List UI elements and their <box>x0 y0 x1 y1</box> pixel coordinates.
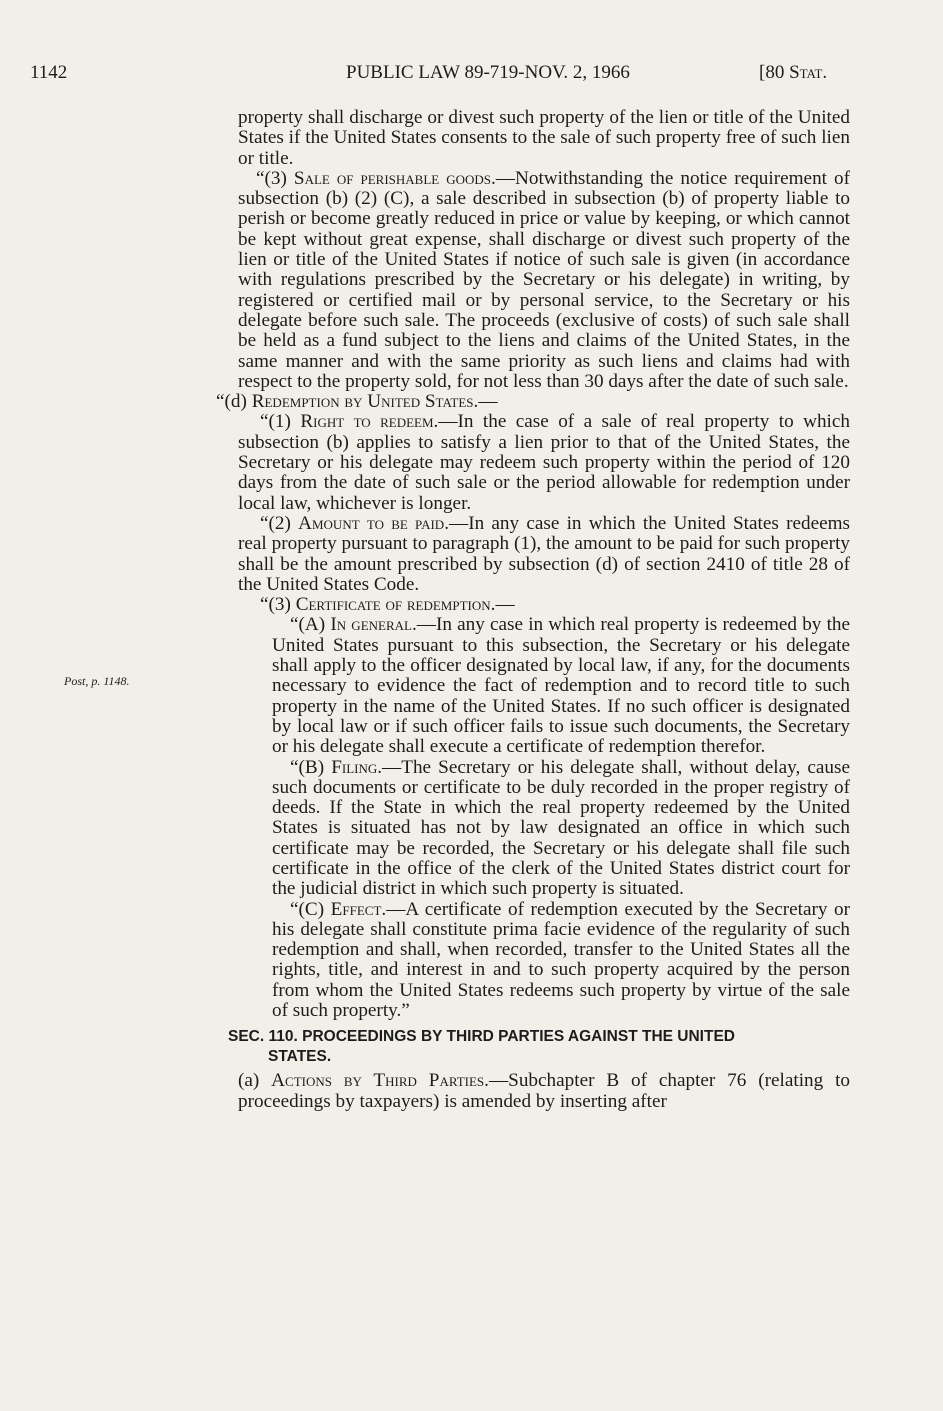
paragraph-number: “(A) <box>290 614 331 636</box>
section-heading-line1: SEC. 110. PROCEEDINGS BY THIRD PARTIES AGAINST THE UNITED <box>228 1028 735 1046</box>
paragraph-heading: Redemption by United States. <box>251 391 479 413</box>
paragraph-text: — <box>495 594 515 616</box>
volume-prefix: [80 <box>759 62 790 83</box>
paragraph-heading: Amount to be paid. <box>298 512 449 534</box>
paragraph-number: “(1) <box>260 411 301 433</box>
paragraph-text: —The Secretary or his delegate shall, without delay, cause such documents or certificate to be duly recorded in the proper registry of deeds. If the State in which the real property redeemed by the United States is situated has not by law designated an office in which such certificate may be recorded, the Secretary or his delegate shall file such certificate in the office of the clerk of the United States district court for the judicial district in which such property is situated. <box>272 756 850 900</box>
paragraph-d3 <box>238 595 850 615</box>
paragraph-continuation: property shall discharge or divest such property of the lien or title of the United States if the United States consents to the sale of such property free of such lien or title. <box>238 107 850 169</box>
paragraph-heading: Certificate of redemption. <box>295 594 496 616</box>
margin-note: Post, p. 1148. <box>64 674 130 688</box>
paragraph-d1 <box>238 412 850 513</box>
paragraph-text: —Subchapter B of chapter 76 (relating to proceedings by taxpayers) is amended by inserting after <box>238 1070 850 1112</box>
paragraph-number: “(3) <box>256 167 294 189</box>
paragraph-number: “(3) <box>260 594 296 616</box>
section-heading <box>228 1027 850 1067</box>
paragraph-c3 <box>238 169 850 392</box>
section-heading-line2: STATES. <box>268 1048 332 1066</box>
paragraph-number: (a) <box>238 1070 272 1092</box>
volume-suffix: Stat. <box>789 62 828 83</box>
paragraph-heading: Right to redeem. <box>300 411 439 433</box>
paragraph-number: “(B) <box>290 756 332 778</box>
subsection-a <box>238 1071 850 1112</box>
paragraph-text: —In any case in which real property is redeemed by the United States pursuant to this subsection, the Secretary or his delegate shall apply to the officer designated by local law, if any, for the documents necessary to evidence the fact of redemption and to record title to such property in the name of the United States. If no such officer is designated by local law or if such officer fails to issue such documents, the Secretary or his delegate shall execute a certificate of redemption therefor. <box>272 614 851 758</box>
paragraph-text: —Notwithstanding the notice requirement of subsection (b) (2) (C), a sale described in subsection (b) of property liable to perish or become greatly reduced in price or value by keeping, or which cannot be kept without great expense, shall discharge or divest such property of the lien or title of the United States if notice of such sale is given (in accordance with regulations prescribed by the Secretary or his delegate) in writing, by registered or certified mail or by personal service, to the Secretary or his delegate before such sale. The proceeds (exclusive of costs) of such sale shall be held as a fund subject to the liens and claims of the United States, in the same manner and with the same priority as such liens and claims had with respect to the property sold, for not less than 30 days after the date of such sale. <box>238 167 850 392</box>
paragraph-heading: Sale of perishable goods. <box>293 167 496 189</box>
running-title: PUBLIC LAW 89-719-NOV. 2, 1966 <box>346 62 630 83</box>
subsection-d <box>216 392 850 412</box>
paragraph-heading: Filing. <box>331 756 383 778</box>
paragraph-heading: In general. <box>330 614 417 636</box>
paragraph-heading: Actions by Third Parties. <box>271 1070 489 1092</box>
paragraph-number: “(d) <box>216 391 252 413</box>
paragraph-text: — <box>478 391 498 413</box>
page-header <box>0 62 943 88</box>
statute-body <box>216 107 851 1112</box>
subparagraph-c <box>272 900 850 1022</box>
subparagraph-b <box>272 758 850 900</box>
page-number: 1142 <box>30 62 68 83</box>
paragraph-d2 <box>238 514 850 595</box>
volume-reference <box>759 62 827 84</box>
paragraph-text: —In the case of a sale of real property to which subsection (b) applies to satisfy a lien prior to that of the United States, the Secretary or his delegate may redeem such property within the period of 120 days from the date of such sale or the period allowable for redemption under local law, whichever is longer. <box>238 411 850 514</box>
paragraph-number: “(2) <box>260 512 299 534</box>
paragraph-text: —A certificate of redemption executed by the Secretary or his delegate shall constitute prima facie evidence of the regularity of such redemption and shall, when recorded, transfer to the United States all the rights, title, and interest in and to such property acquired by the person from whom the United States redeems such property by virtue of the sale of such property.” <box>272 898 850 1022</box>
subparagraph-a <box>272 615 850 757</box>
paragraph-heading: Effect. <box>330 898 387 920</box>
paragraph-number: “(C) <box>290 898 331 920</box>
paragraph-text: —In any case in which the United States redeems real property pursuant to paragraph (1), the amount to be paid for such property shall be the amount prescribed by subsection (d) of section 2410 of title 28 of the United States Code. <box>238 512 850 595</box>
